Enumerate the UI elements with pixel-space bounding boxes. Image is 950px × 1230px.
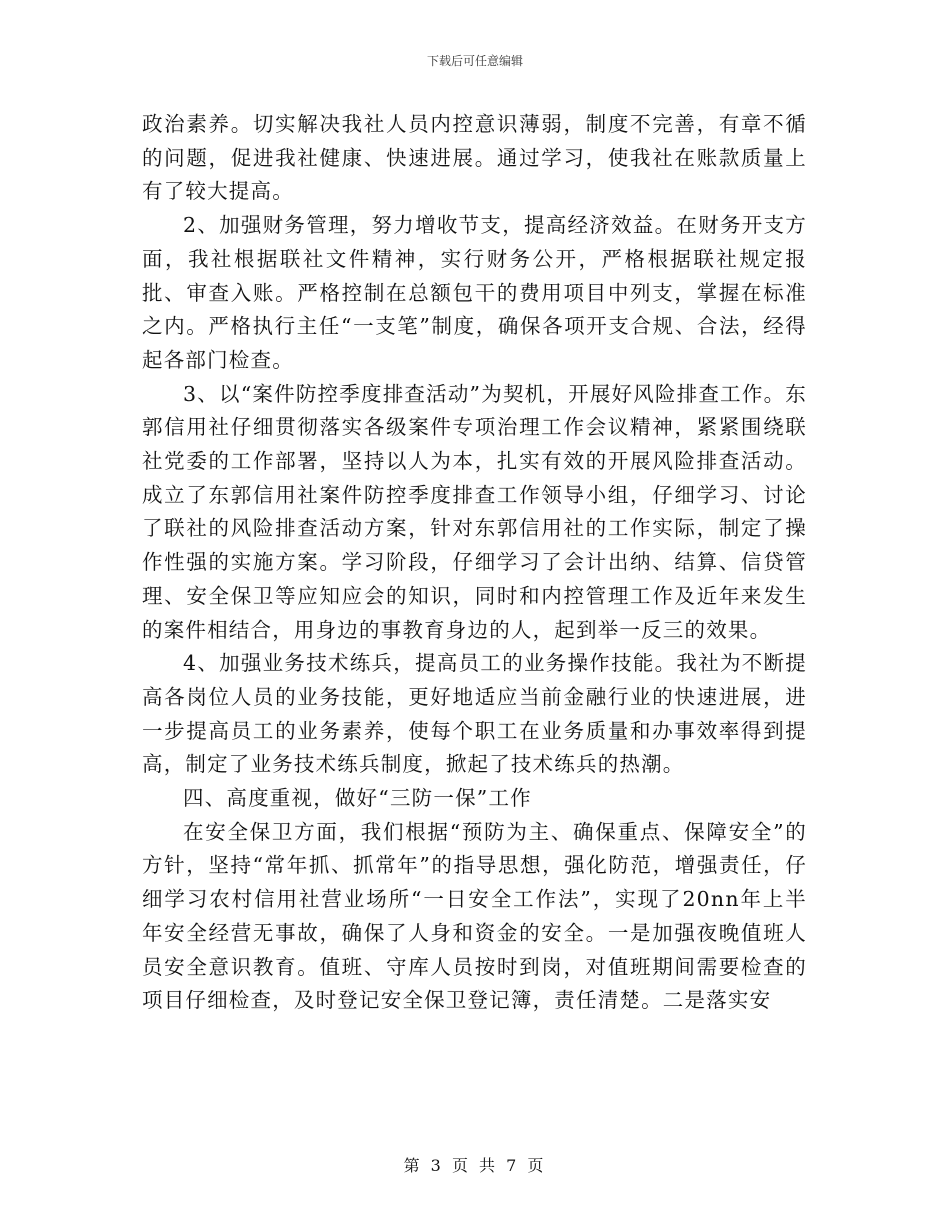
paragraph-continuation: 政治素养。切实解决我社人员内控意识薄弱，制度不完善，有章不循的问题，促进我社健康、快速进展。通过学习，使我社在账款质量上有了较大提高。 (142, 112, 807, 204)
document-body (142, 108, 807, 1018)
section-heading-security: 四、高度重视，做好“三防一保”工作 (183, 786, 532, 811)
paragraph-finance-management: 2、加强财务管理，努力增收节支，提高经济效益。在财务开支方面，我社根据联社文件精神，实行财务公开，严格根据联社规定报批、审查入账。严格控制在总额包干的费用项目中列支，掌握在标准之内。严格执行主任“一支笔”制度，确保各项开支合规、合法，经得起各部门检查。 (142, 213, 807, 372)
paragraph-risk-inspection: 3、以“案件防控季度排查活动”为契机，开展好风险排查工作。东郭信用社仔细贯彻落实各级案件专项治理工作会议精神，紧紧围绕联社党委的工作部署，坚持以人为本，扎实有效的开展风险排查活动。成立了东郭信用社案件防控季度排查工作领导小组，仔细学习、讨论了联社的风险排查活动方案，针对东郭信用社的工作实际，制定了操作性强的实施方案。学习阶段，仔细学习了会计出纳、结算、信贷管理、安全保卫等应知应会的知识，同时和内控管理工作及近年来发生的案件相结合，用身边的事教育身边的人，起到举一反三的效果。 (142, 381, 807, 642)
page-number-footer: 第 3 页 共 7 页 (403, 1156, 547, 1175)
paragraph-security: 在安全保卫方面，我们根据“预防为主、确保重点、保障安全”的方针，坚持“常年抓、抓常年”的指导思想，强化防范，增强责任，仔细学习农村信用社营业场所“一日安全工作法”，实现了20nn年上半年安全经营无事故，确保了人身和资金的安全。一是加强夜晚值班人员安全意识教育。值班、守库人员按时到岗，对值班期间需要检查的项目仔细检查，及时登记安全保卫登记簿，责任清楚。二是落实安 (142, 819, 807, 1013)
page-header: 下载后可任意编辑 (426, 54, 523, 68)
paragraph-skills-training: 4、加强业务技术练兵，提高员工的业务操作技能。我社为不断提高各岗位人员的业务技能，更好地适应当前金融行业的快速进展，进一步提高员工的业务素养，使每个职工在业务质量和办事效率得到提高，制定了业务技术练兵制度，掀起了技术练兵的热潮。 (142, 651, 807, 777)
